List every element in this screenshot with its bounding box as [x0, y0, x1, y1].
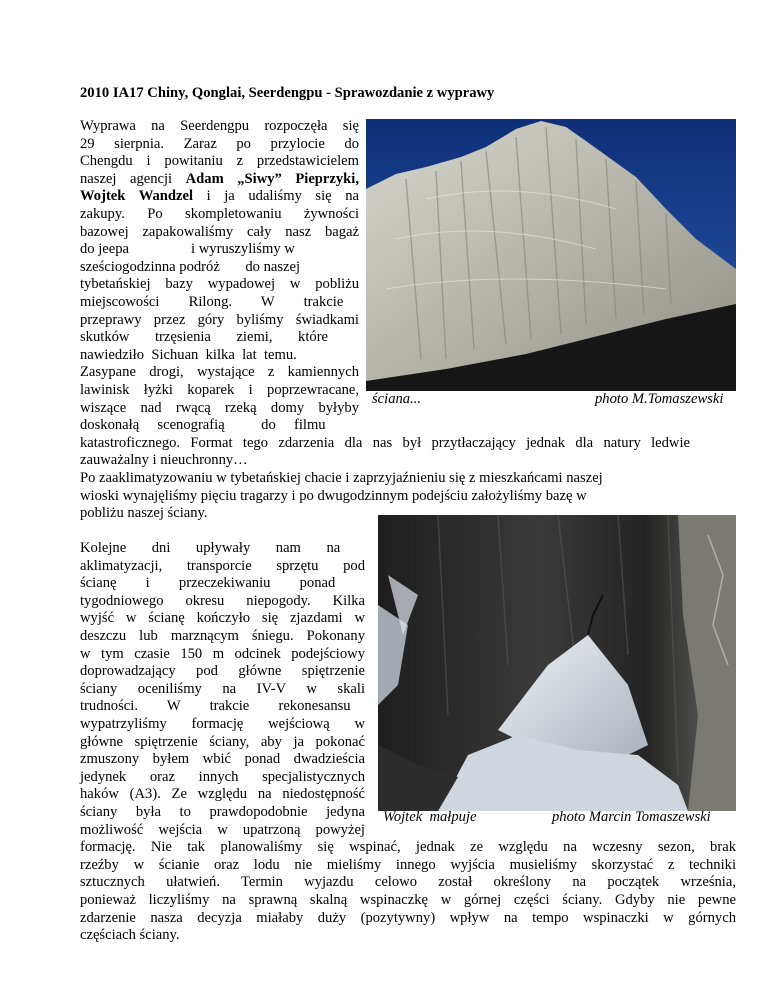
- text-line: doprowadzający pod główne spiętrzenie: [80, 663, 365, 680]
- text-line: ściany oceniliśmy na IV-V w skali: [80, 680, 365, 697]
- text-line: wioski wynajęliśmy pięciu tragarzy i po dwugodzinnym podejściu założyliśmy bazę w: [80, 487, 587, 504]
- text-line: możliwość wejścia w upatrzoną powyżej: [80, 821, 365, 838]
- text-line: Zasypane drogi, wystające z kamiennych: [80, 364, 359, 381]
- photo2-caption-left: Wojtek małpuje: [383, 809, 477, 825]
- text-line: trudności. W trakcie rekonesansu: [80, 698, 351, 715]
- text-line: katastroficznego. Format tego zdarzenia dla nas był przytłaczający jednak dla natury ledwie: [80, 434, 690, 451]
- text-line: miejscowości Rilong. W trakcie: [80, 293, 344, 310]
- climbing-paragraph: [80, 540, 365, 839]
- text-line: zdarzenie nasza decyzja miałaby duży (pozytywny) wpływ na tempo wspinaczki w górnych: [80, 909, 736, 926]
- text-line: nawiedziło Sichuan kilka lat temu.: [80, 346, 297, 363]
- text-line: deszczu lub marznącym śniegu. Pokonany: [80, 627, 365, 644]
- text-line: jedynek oraz innych specjalistycznych: [80, 768, 365, 785]
- text-line: sztucznych ułatwień. Termin wyjazdu celowo został określony na początek września,: [80, 874, 736, 891]
- text-line: wyjść w ścianę kończyło się zjazdami w: [80, 610, 365, 627]
- text-line: doskonałą scenografią do filmu: [80, 417, 326, 434]
- text-line: Chengdu i powitaniu z przedstawicielem: [80, 153, 359, 170]
- text-line: w tym czasie 150 m odcinek podejściowy: [80, 645, 365, 662]
- mountain-wall-photo: [366, 119, 736, 391]
- photo1-caption-right: photo M.Tomaszewski: [595, 391, 724, 407]
- climber-image: [378, 515, 736, 811]
- text-line: Wyprawa na Seerdengpu rozpoczęła się: [80, 118, 359, 134]
- text-line: tybetańskiej bazy wypadowej w pobliżu: [80, 276, 359, 293]
- text-line: częściach ściany.: [80, 927, 180, 944]
- text-line: zauważalny i nieuchronny…: [80, 452, 248, 469]
- climbing-paragraph-tail: [80, 839, 736, 945]
- text-line: ściany była to prawdopodobnie jedyna: [80, 803, 365, 820]
- text-line: bazowej zapakowaliśmy cały nasz bagaż: [80, 223, 359, 240]
- mountain-wall-image: [366, 119, 736, 391]
- text-line: zakupy. Po skompletowaniu żywności: [80, 205, 359, 222]
- text-line: Po zaaklimatyzowaniu w tybetańskiej chacie i zaprzyjaźnieniu się z mieszkańcami naszej: [80, 470, 603, 486]
- text-line: pobliżu naszej ściany.: [80, 505, 208, 522]
- text-line: ścianę i przeczekiwaniu ponad: [80, 575, 336, 592]
- intro-paragraph: [80, 118, 359, 435]
- text-line: wiszące nad rwącą rzeką domy byłyby: [80, 399, 359, 416]
- text-line: skutków trzęsienia ziemi, które: [80, 329, 329, 346]
- bold-names: Adam „Siwy” Pieprzyki,: [185, 170, 359, 187]
- climber-photo: [378, 515, 736, 811]
- text-line: wypatrzyliśmy formację wejściową w: [80, 715, 365, 732]
- text-line: haków (A3). Ze względu na niedostępność: [80, 786, 365, 803]
- bold-names: Wojtek Wandzel: [80, 188, 194, 205]
- text-line: do jeepa i wyruszyliśmy w: [80, 241, 295, 258]
- text-line: aklimatyzacji, transporcie sprzętu pod: [80, 557, 365, 574]
- text-line: przeprawy przez góry byliśmy świadkami: [80, 311, 359, 328]
- text-line: Wojtek Wandzel i ja udaliśmy się na: [80, 188, 359, 205]
- intro-paragraph-tail: [80, 435, 690, 470]
- photo1-caption-left: ściana...: [372, 391, 422, 407]
- text-line: ponieważ liczyliśmy na sprawną skalną wspinaczkę w górnej części ściany. Gdyby nie pewne: [80, 891, 736, 908]
- text-line: formację. Nie tak planowaliśmy się wspinać, jednak ze względu na wczesny sezon, brak: [80, 839, 736, 856]
- text-line: główne spiętrzenie ściany, aby ja pokonać: [80, 733, 365, 750]
- report-title: 2010 IA17 Chiny, Qonglai, Seerdengpu - Sprawozdanie z wyprawy: [80, 85, 495, 101]
- text-line: zmuszony byłem wbić ponad dwadzieścia: [80, 751, 365, 768]
- text-line: lawinisk łyżki koparek i poprzewracane,: [80, 381, 359, 398]
- text-line: naszej agencji Adam „Siwy” Pieprzyki,: [80, 170, 359, 187]
- text-line: Kolejne dni upływały nam na: [80, 540, 341, 556]
- photo2-caption-right: photo Marcin Tomaszewski: [552, 809, 711, 825]
- text-line: tygodniowego okresu niepogody. Kilka: [80, 592, 365, 609]
- text-line: 29 sierpnia. Zaraz po przylocie do: [80, 135, 359, 152]
- text-line: rzeźby w ścianie oraz lodu nie mieliśmy innego wyjścia musieliśmy skorzystać z techniki: [80, 856, 736, 873]
- text-line: sześciogodzinna podróż do naszej: [80, 258, 301, 275]
